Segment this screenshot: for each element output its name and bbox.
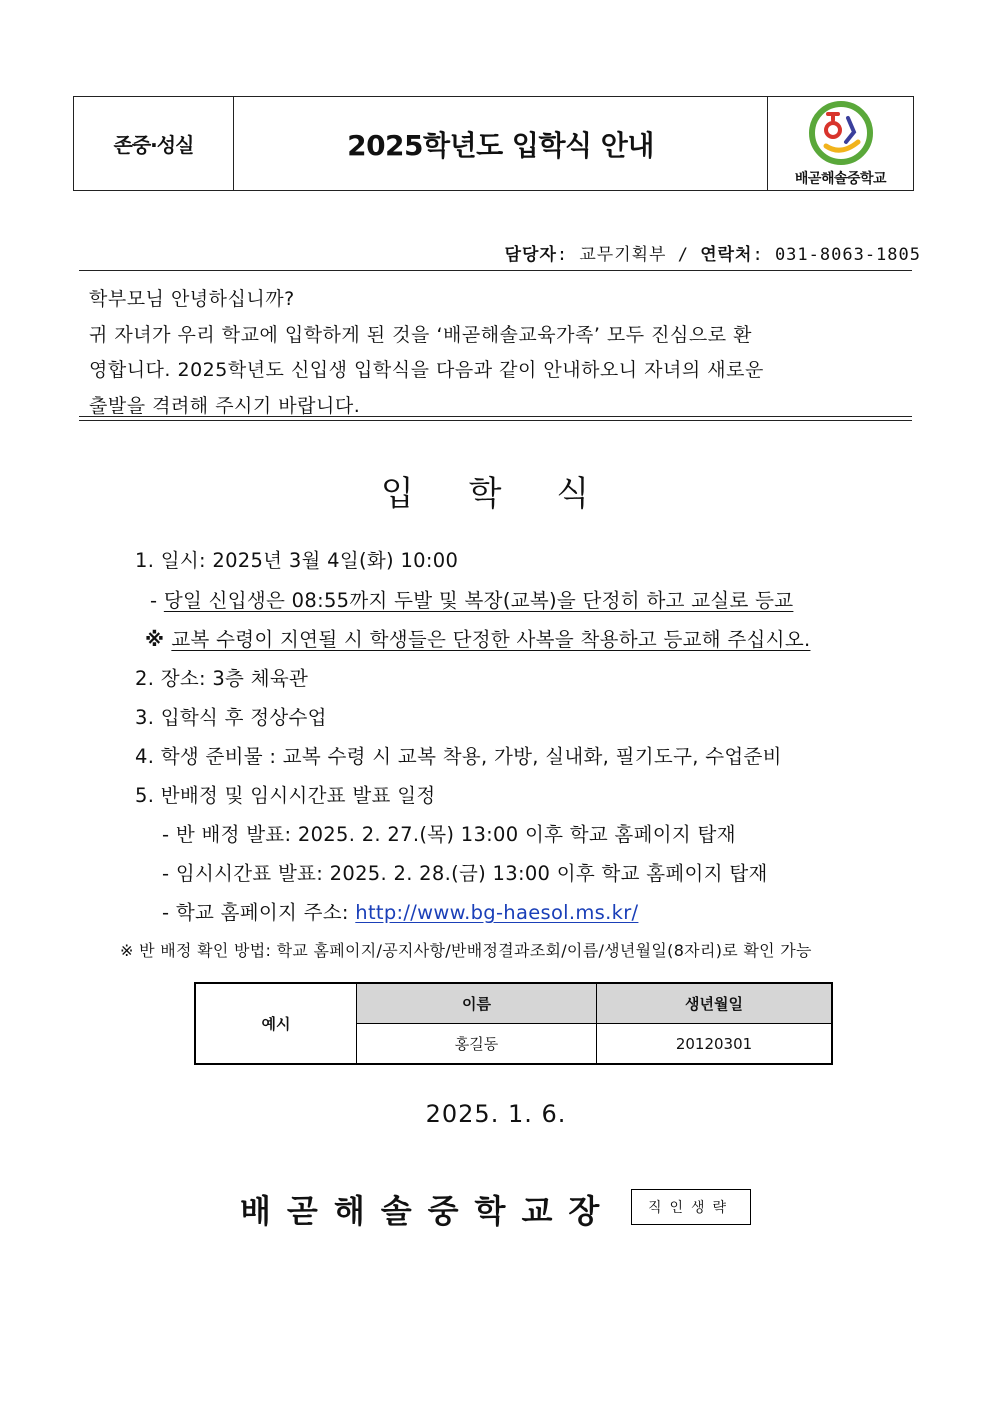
greeting-line: 영합니다. 2025학년도 신입생 입학식을 다음과 같이 안내하오니 자녀의 새로운 (89, 359, 764, 381)
item-datetime-sub (150, 585, 793, 613)
document-date: 2025. 1. 6. (425, 1100, 567, 1128)
class-check-label: ※ 반 배정 확인 방법: (120, 941, 277, 960)
header-birthdate: 생년월일 (597, 983, 833, 1024)
item-location: 2. 장소: 3층 체육관 (135, 667, 309, 690)
homepage-label: - 학교 홈페이지 주소: (162, 901, 356, 924)
item-uniform-note (145, 624, 810, 652)
dash-mark: - (150, 589, 164, 612)
example-table (194, 982, 833, 1065)
note-mark: ※ (145, 628, 172, 651)
example-name: 홍길동 (357, 1024, 597, 1065)
ceremony-heading: 입 학 식 (380, 474, 612, 514)
school-logo-name: 배곧해솔중학교 (794, 170, 887, 187)
uniform-note-text: 교복 수령이 지연될 시 학생들은 단정한 사복을 착용하고 등교해 주십시오. (171, 628, 811, 651)
contact-line (505, 240, 921, 265)
item-homepage (162, 897, 638, 925)
greeting-text (89, 282, 904, 424)
class-check-method: 학교 홈페이지/공지사항/반배정결과조회/이름/생년월일(8자리)로 확인 가능 (276, 941, 812, 960)
header-name: 이름 (357, 983, 597, 1024)
item-supplies: 4. 학생 준비물 : 교복 수령 시 교복 착용, 가방, 실내화, 필기도구, 수업준비 (135, 745, 782, 768)
contact-phone-label: 연락처 (700, 245, 753, 265)
page-title: 2025학년도 입학식 안내 (234, 97, 768, 190)
item-datetime-label: 1. 일시: (135, 549, 213, 572)
item-class-assignment: - 반 배정 발표: 2025. 2. 27.(목) 13:00 이후 학교 홈페이지 탑재 (162, 823, 736, 846)
item-class-after: 3. 입학식 후 정상수업 (135, 706, 327, 729)
principal-signature: 배곧해솔중학교장 (240, 1192, 616, 1230)
greeting-bottom-rule-2 (79, 420, 912, 421)
greeting-top-rule (79, 270, 912, 271)
seal-omitted-box: 직인생략 (631, 1189, 751, 1225)
contact-person-label: 담당자 (504, 245, 557, 265)
school-logo (768, 97, 913, 190)
example-label: 예시 (195, 983, 357, 1064)
greeting-line: 출발을 격려해 주시기 바랍니다. (89, 394, 361, 417)
greeting-line: 귀 자녀가 우리 학교에 입학하게 된 것을 ‘배곧해솔교육가족’ 모두 진심으로 환 (89, 323, 752, 346)
greeting-bottom-rule (79, 416, 912, 417)
school-motto: 존중·성실 (74, 97, 234, 190)
example-birthdate: 20120301 (597, 1024, 833, 1065)
item-datetime (135, 545, 458, 573)
item-datetime-value: 2025년 3월 4일(화) 10:00 (212, 549, 459, 572)
class-check-note (120, 938, 812, 961)
header-box (73, 96, 914, 191)
school-emblem-icon (808, 100, 874, 166)
item-schedule: 5. 반배정 및 임시시간표 발표 일정 (135, 784, 436, 807)
arrival-instruction: 당일 신입생은 08:55까지 두발 및 복장(교복)을 단정히 하고 교실로 등교 (163, 589, 794, 612)
contact-phone: : 031-8063-1805 (752, 245, 921, 265)
homepage-link[interactable]: http://www.bg-haesol.ms.kr/ (355, 901, 639, 924)
contact-department: : 교무기획부 / (556, 245, 701, 265)
item-timetable: - 임시시간표 발표: 2025. 2. 28.(금) 13:00 이후 학교 홈페이지 탑재 (162, 862, 768, 885)
greeting-line: 학부모님 안녕하십니까? (89, 288, 295, 310)
